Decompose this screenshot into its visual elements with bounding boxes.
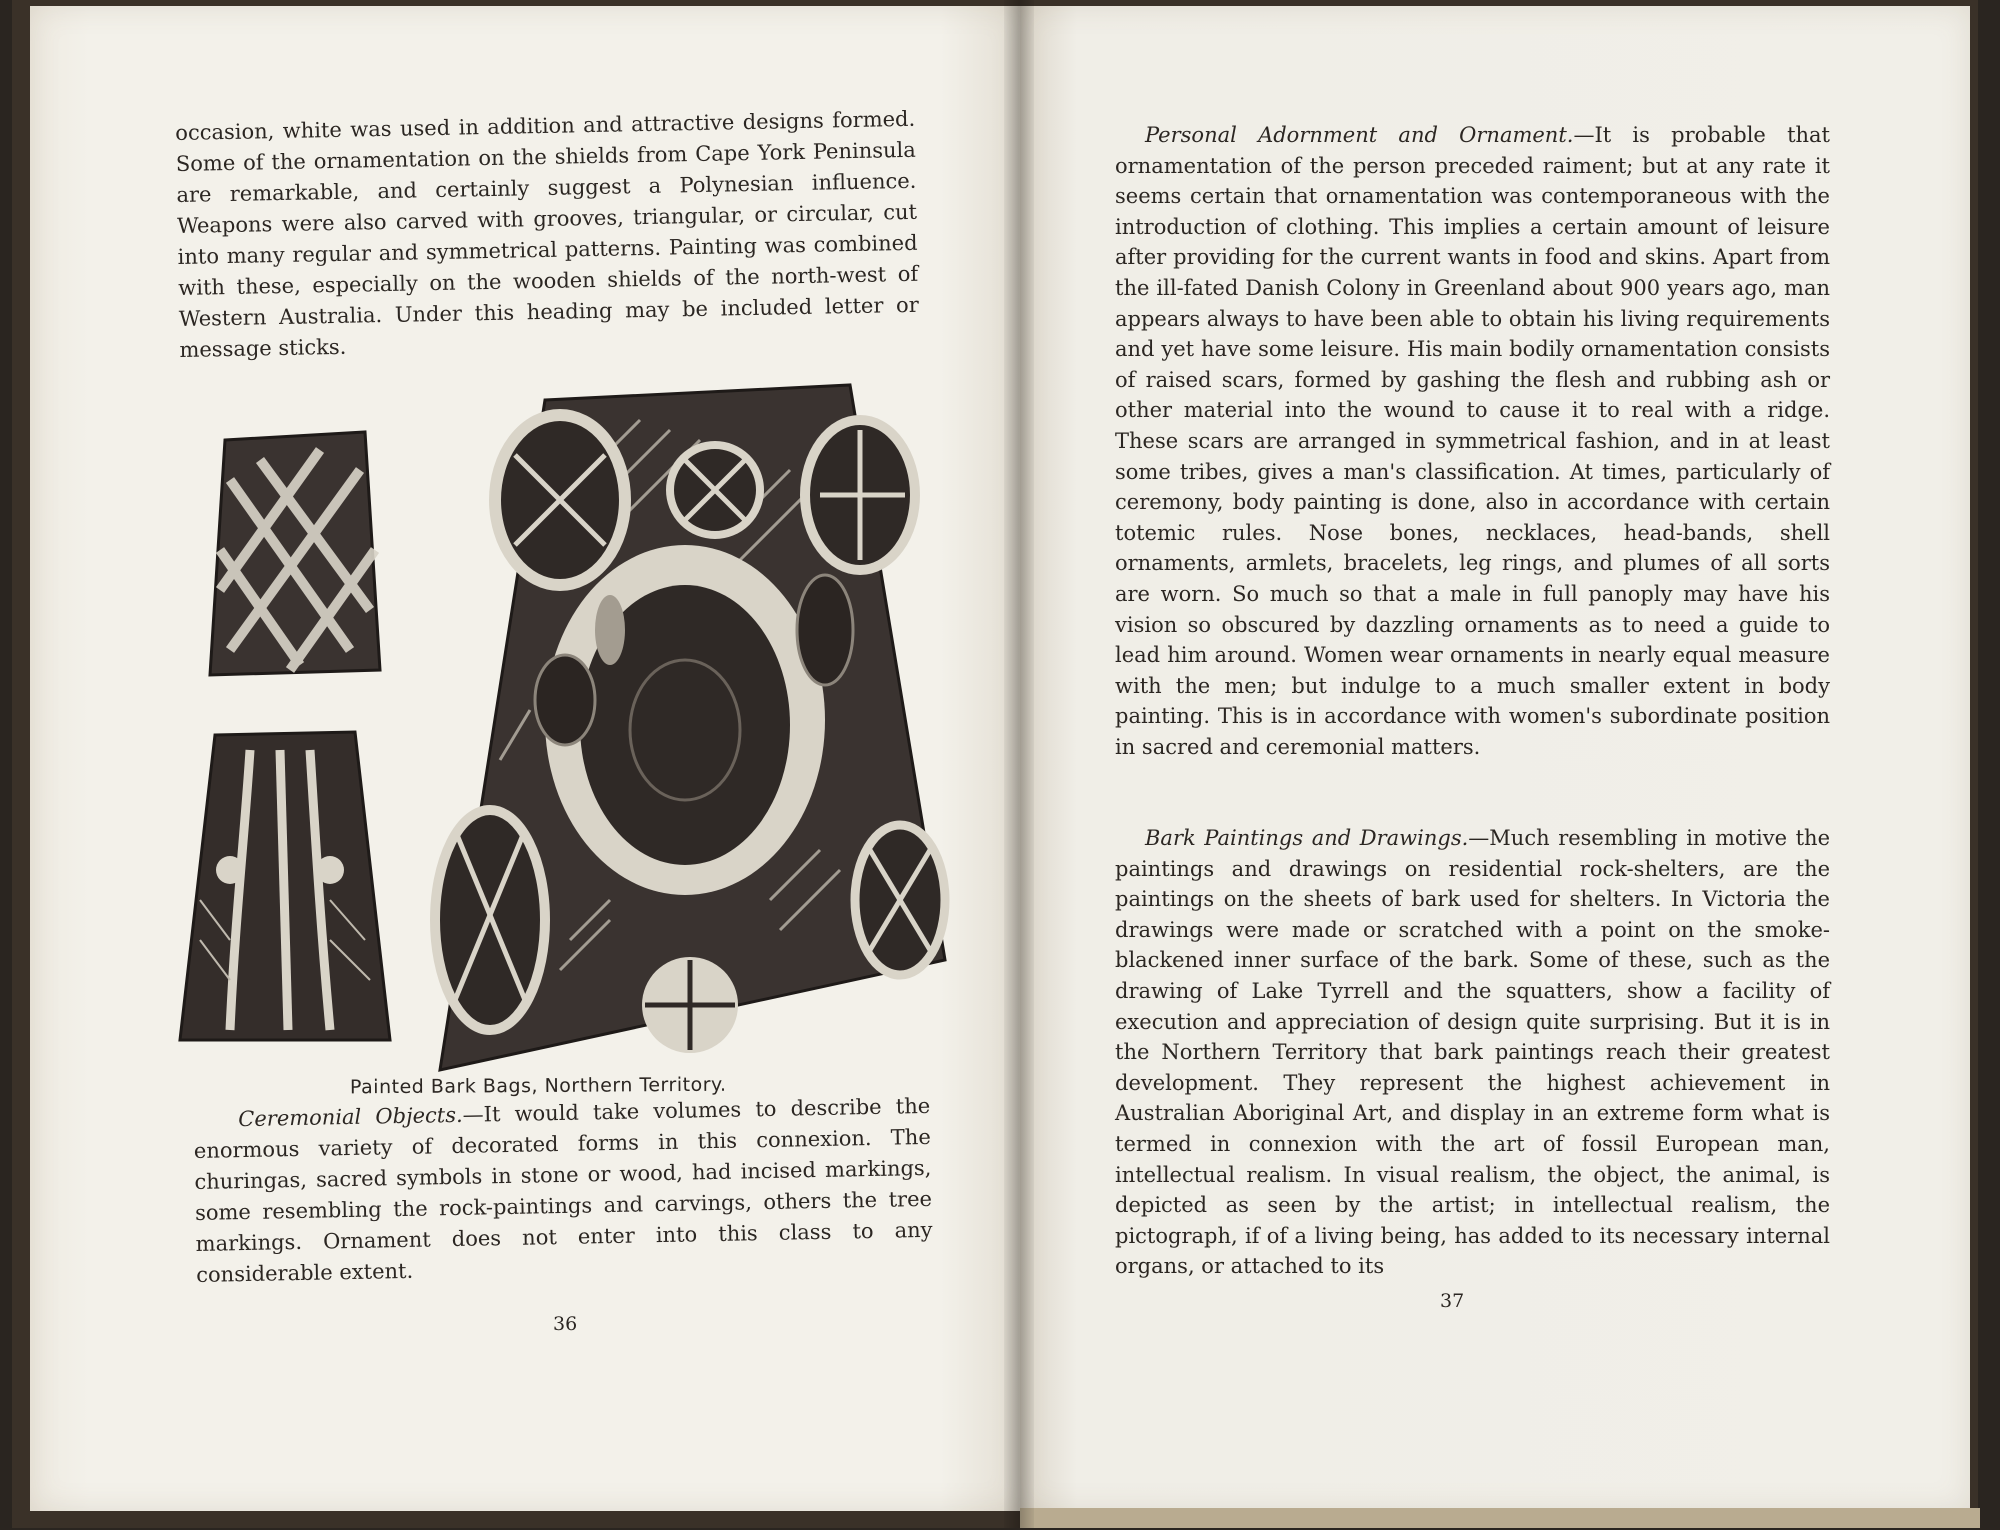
figure-caption: Painted Bark Bags, Northern Territory. [349, 1073, 727, 1099]
small-bag-crosshatch [210, 432, 380, 675]
right-paragraph-2-body: —Much resembling in motive the paintings and drawings on residential rock-shelters, are the paintings on the sheets of bark used for shelters. In Victoria the drawings were made or scratched with a point on the smoke-blackened inner surface of the bark. Some of these, such as the drawing of Lake Tyrrell and the squatters, show a facility of execution and appreciation of design quite surprising. But it is in the Northern Territory that bark paintings reach their greatest development. They represent the highest achievement in Australian Aboriginal Art, and display in an extreme form what is termed in connexion with the art of fossil European man, intellectual realism. In visual realism, the object, the animal, is depicted as seen by the artist; in intellectual realism, the pictograph, if of a living being, has added to its necessary internal organs, or attached to its [1115, 826, 1830, 1279]
page-edge [1020, 1508, 1980, 1528]
bark-paintings-heading: Bark Paintings and Drawings. [1145, 826, 1469, 850]
right-paragraph-1-text [1115, 120, 1830, 762]
left-paragraph-2-body: —It would take volumes to describe the enormous variety of decorated forms in this connexion. The churingas, sacred symbols in stone or wood, had incised markings, some resembling the rock-paintings and carvings, others the tree markings. Ornament does not enter into this class to any considerable extent. [193, 1093, 933, 1287]
left-paragraph-1 [175, 104, 920, 366]
right-paragraph-2-text [1115, 823, 1830, 1282]
ceremonial-objects-heading: Ceremonial Objects. [238, 1102, 463, 1132]
right-paragraph-1-body: —It is probable that ornamentation of the person preceded raiment; but at any rate it seems certain that ornamentation was contemporaneous with the introduction of clothing. This implies a certain amount of leisure after providing for the current wants in food and skins. Apart from the ill-fated Danish Colony in Greenland about 900 years ago, man appears always to have been able to obtain his living requirements and yet have some leisure. His main bodily ornamentation consists of raised scars, formed by gashing the flesh and rubbing ash or other material into the wound to cause it to real with a ridge. These scars are arranged in symmetrical fashion, and in at least some tribes, gives a man's classification. At times, particularly of ceremony, body painting is done, also in accordance with certain totemic rules. Nose bones, necklaces, head-bands, shell ornaments, armlets, bracelets, leg rings, and plumes of all sorts are worn. So much so that a male in full panoply may have his vision so obscured by dazzling ornaments as to need a guide to lead him around. Women wear ornaments in nearly equal measure with the men; but indulge to a much smaller extent in body painting. This is in accordance with women's subordinate position in sacred and ceremonial matters. [1115, 123, 1830, 759]
painted-bark-bags-figure [170, 380, 960, 1080]
small-bag-figures [180, 732, 390, 1040]
personal-adornment-heading: Personal Adornment and Ornament. [1145, 123, 1574, 147]
page-number-left: 36 [553, 1313, 578, 1335]
right-paragraph-2 [1115, 823, 1830, 1282]
left-paragraph-2 [193, 1091, 933, 1291]
large-bag-ovals [435, 385, 945, 1070]
left-paragraph-2-text [193, 1091, 933, 1291]
right-paragraph-1 [1115, 120, 1830, 762]
book-gutter [1004, 0, 1034, 1528]
left-paragraph-1-text: occasion, white was used in addition and attractive designs formed. Some of the ornamentation on the shields from Cape York Peninsula are remarkable, and certainly suggest a Polynesian influence. Weapons were also carved with grooves, triangular, or circular, cut into many regular and symmetrical patterns. Painting was combined with these, especially on the wooden shields of the north-west of Western Australia. Under this heading may be included letter or message sticks. [175, 106, 919, 362]
page-number-right: 37 [1440, 1290, 1465, 1312]
